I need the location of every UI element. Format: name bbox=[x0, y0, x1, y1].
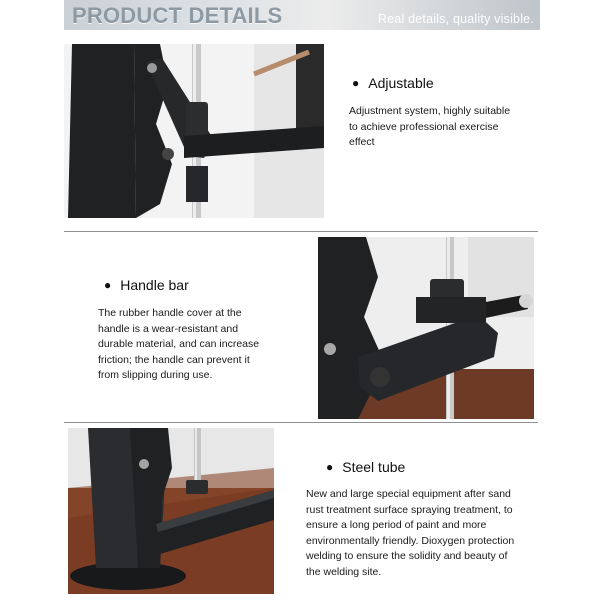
feature-title: Adjustable bbox=[368, 75, 434, 91]
section-divider bbox=[64, 422, 538, 423]
description-line: friction; the handle can prevent it bbox=[98, 353, 250, 366]
description-line: durable material, and can increase bbox=[98, 338, 260, 350]
description-line: welding to ensure the solidity and beauty of bbox=[306, 550, 508, 562]
feature-title: Steel tube bbox=[342, 459, 406, 475]
section-divider bbox=[64, 231, 538, 232]
description-line: Adjustment system, highly suitable bbox=[349, 105, 511, 117]
feature-heading-steel-tube bbox=[326, 459, 405, 475]
description-line: the welding site. bbox=[306, 565, 382, 578]
description-line: effect bbox=[349, 136, 375, 148]
steel-tube-photo bbox=[68, 428, 274, 594]
feature-heading-adjustable bbox=[352, 75, 434, 91]
bullet-icon: ● bbox=[326, 460, 334, 474]
description-line: New and large special equipment after sand bbox=[306, 488, 511, 500]
feature-title: Handle bar bbox=[120, 277, 189, 293]
handle-bar-photo bbox=[318, 237, 534, 419]
adjustable-photo bbox=[64, 44, 324, 218]
bullet-icon: ● bbox=[352, 76, 360, 90]
header-banner bbox=[64, 0, 540, 30]
bullet-icon: ● bbox=[104, 278, 112, 292]
description-line: handle is a wear-resistant and bbox=[98, 322, 239, 335]
description-line: environmentally friendly. Dioxygen protection bbox=[306, 534, 515, 547]
description-line: to achieve professional exercise bbox=[349, 120, 499, 133]
description-line: ensure a long period of paint and more bbox=[306, 519, 487, 531]
header-tagline: Real details, quality visible. bbox=[377, 12, 534, 26]
feature-description-adjustable bbox=[349, 104, 549, 151]
feature-description-handle-bar bbox=[98, 306, 308, 384]
feature-description-steel-tube bbox=[306, 487, 546, 580]
feature-heading-handle-bar bbox=[104, 277, 189, 293]
description-line: The rubber handle cover at the bbox=[98, 307, 242, 319]
description-line: from slipping during use. bbox=[98, 369, 213, 381]
description-line: rust treatment surface spraying treatment, to bbox=[306, 503, 513, 516]
page-title: PRODUCT DETAILS bbox=[72, 3, 283, 28]
